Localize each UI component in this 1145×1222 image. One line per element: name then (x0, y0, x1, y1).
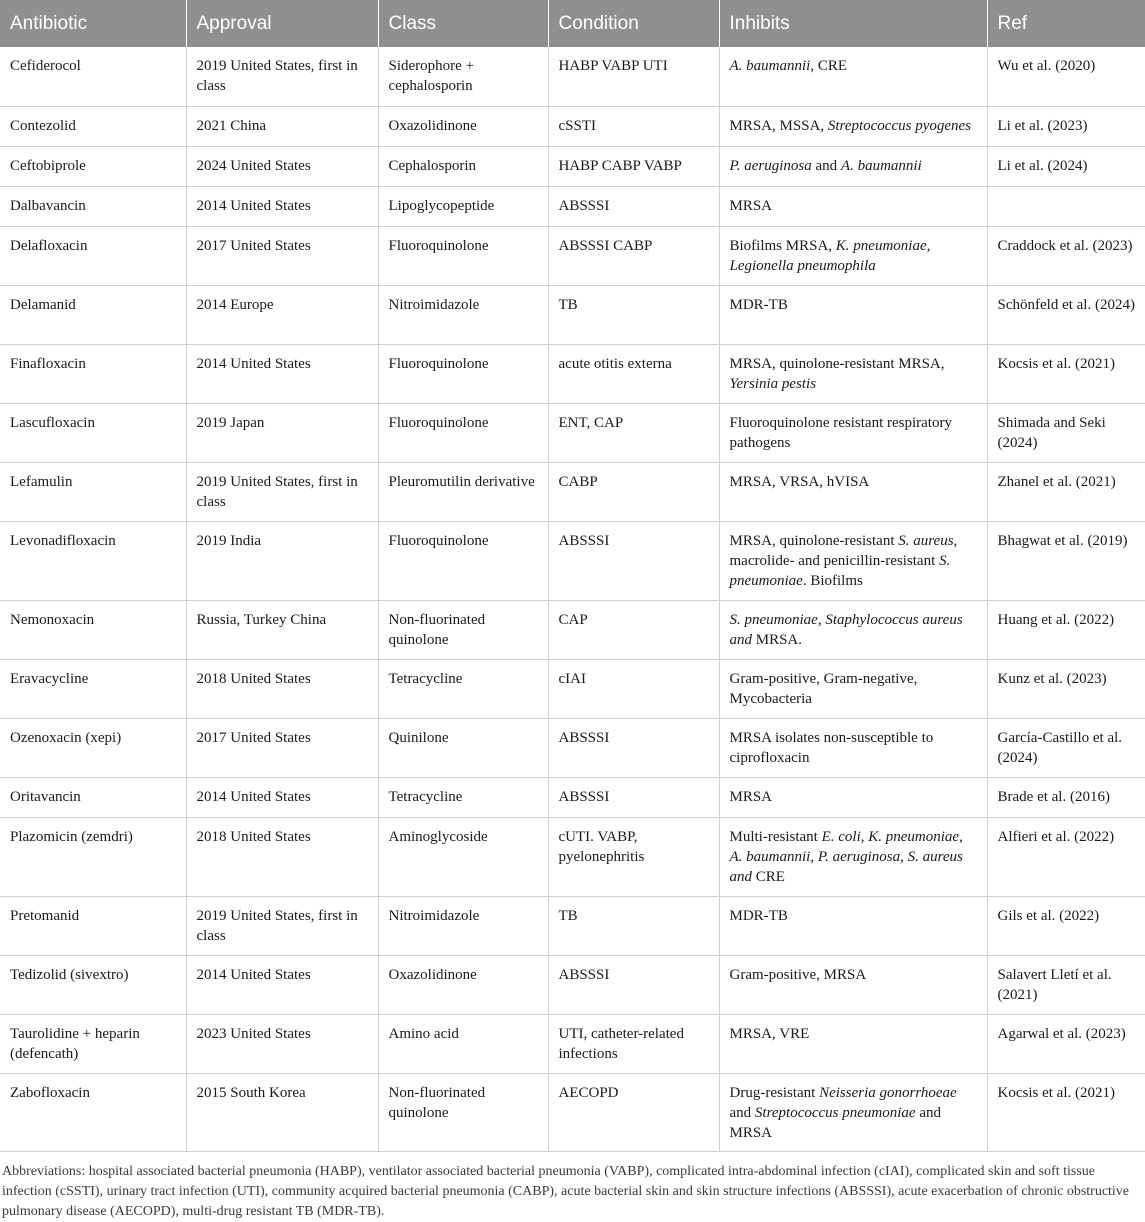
cell-ref: Li et al. (2023) (987, 106, 1145, 146)
cell-condition: TB (548, 285, 719, 344)
cell-class: Siderophore + cephalosporin (378, 47, 548, 106)
organism-name: P. aeruginosa (817, 848, 901, 865)
inhibits-text: , (860, 828, 869, 845)
cell-approval: 2019 United States, first in class (186, 462, 378, 521)
cell-class: Tetracycline (378, 777, 548, 817)
cell-antibiotic: Zabofloxacin (0, 1073, 186, 1151)
cell-approval: 2014 United States (186, 344, 378, 403)
cell-approval: 2014 United States (186, 777, 378, 817)
cell-class: Fluoroquinolone (378, 226, 548, 285)
cell-approval: 2019 India (186, 521, 378, 600)
cell-ref: Zhanel et al. (2021) (987, 462, 1145, 521)
cell-ref: Agarwal et al. (2023) (987, 1014, 1145, 1073)
inhibits-text: Drug-resistant (729, 1084, 820, 1101)
cell-condition: cSSTI (548, 106, 719, 146)
inhibits-text: and (811, 157, 841, 174)
table-row (0, 1073, 1145, 1151)
cell-class: Nitroimidazole (378, 285, 548, 344)
cell-inhibits (719, 344, 987, 403)
cell-ref: Huang et al. (2022) (987, 600, 1145, 659)
cell-inhibits (719, 106, 987, 146)
inhibits-text: MRSA, VRE (729, 1025, 810, 1042)
inhibits-text: , (817, 611, 826, 628)
cell-antibiotic: Eravacycline (0, 659, 186, 718)
cell-condition: ABSSSI CABP (548, 226, 719, 285)
cell-condition: CAP (548, 600, 719, 659)
cell-antibiotic: Finafloxacin (0, 344, 186, 403)
cell-inhibits (719, 403, 987, 462)
inhibits-text: MRSA (729, 197, 773, 214)
organism-name: A. baumannii (729, 58, 811, 74)
cell-condition: AECOPD (548, 1073, 719, 1151)
table-row (0, 146, 1145, 186)
cell-ref: Brade et al. (2016) (987, 777, 1145, 817)
cell-antibiotic: Dalbavancin (0, 186, 186, 226)
table-row (0, 817, 1145, 896)
abbreviations-footnote: Abbreviations: hospital associated bacterial pneumonia (HABP), ventilator associated bacterial pneumonia (VABP), complicated intra-abdominal infection (cIAI), complicated skin and soft tissue infection (cSSTI), urinary tract infection (UTI), community acquired bacterial pneumonia (CABP), acute bacterial skin and skin structure infections (ABSSSI), acute exacerbation of chronic obstructive pulmonary disease (AECOPD), multi-drug resistant TB (MDR-TB). (2, 1163, 1130, 1219)
cell-class: Cephalosporin (378, 146, 548, 186)
inhibits-text: MRSA. (752, 631, 803, 648)
organism-name: S. aureus (898, 532, 954, 549)
cell-antibiotic: Ceftobiprole (0, 146, 186, 186)
inhibits-text: and MRSA (729, 1104, 941, 1141)
cell-condition: ABSSSI (548, 718, 719, 777)
cell-class: Quinilone (378, 718, 548, 777)
cell-inhibits (719, 285, 987, 344)
cell-ref: García-Castillo et al. (2024) (987, 718, 1145, 777)
cell-antibiotic: Contezolid (0, 106, 186, 146)
table-row (0, 403, 1145, 462)
cell-approval: 2014 Europe (186, 285, 378, 344)
cell-antibiotic: Oritavancin (0, 777, 186, 817)
organism-name: Streptococcus pneumoniae (754, 1104, 916, 1121)
cell-approval: 2017 United States (186, 718, 378, 777)
table-row (0, 106, 1145, 146)
cell-antibiotic: Lefamulin (0, 462, 186, 521)
table-row (0, 896, 1145, 955)
cell-class: Oxazolidinone (378, 106, 548, 146)
cell-ref: Bhagwat et al. (2019) (987, 521, 1145, 600)
cell-approval: 2014 United States (186, 186, 378, 226)
cell-inhibits (719, 226, 987, 285)
organism-name: Yersinia pestis (729, 375, 817, 392)
cell-inhibits (719, 955, 987, 1014)
cell-antibiotic: Plazomicin (zemdri) (0, 817, 186, 896)
inhibits-text: Multi-resistant (729, 828, 822, 845)
inhibits-text: , macrolide- and penicillin-resistant (729, 532, 958, 569)
cell-class: Aminoglycoside (378, 817, 548, 896)
cell-approval: 2018 United States (186, 659, 378, 718)
cell-condition: HABP VABP UTI (548, 47, 719, 106)
organism-name: A. baumannii (840, 157, 922, 174)
cell-inhibits (719, 718, 987, 777)
cell-condition: ENT, CAP (548, 403, 719, 462)
inhibits-text: MRSA, MSSA, (729, 117, 828, 134)
cell-inhibits (719, 777, 987, 817)
inhibits-text: , (810, 848, 818, 865)
cell-ref: Shimada and Seki (2024) (987, 403, 1145, 462)
cell-class: Tetracycline (378, 659, 548, 718)
table-row (0, 285, 1145, 344)
inhibits-text: and (729, 1104, 755, 1121)
table-row (0, 777, 1145, 817)
organism-name: S. pneumoniae (729, 611, 818, 628)
cell-antibiotic: Levonadifloxacin (0, 521, 186, 600)
inhibits-text: MRSA, quinolone-resistant (729, 532, 899, 549)
cell-inhibits (719, 1073, 987, 1151)
table-row (0, 718, 1145, 777)
inhibits-text: CRE (752, 868, 785, 885)
inhibits-text: MRSA isolates non-susceptible to ciprofloxacin (729, 729, 934, 766)
cell-antibiotic: Pretomanid (0, 896, 186, 955)
cell-class: Fluoroquinolone (378, 403, 548, 462)
header-row (0, 0, 1145, 47)
organism-name: S. aureus and (729, 848, 963, 885)
table-row (0, 47, 1145, 106)
header-ref: Ref (987, 0, 1145, 47)
table-row (0, 344, 1145, 403)
inhibits-text: MRSA, VRSA, hVISA (729, 473, 870, 490)
cell-approval: 2021 China (186, 106, 378, 146)
cell-class: Fluoroquinolone (378, 521, 548, 600)
cell-inhibits (719, 47, 987, 106)
inhibits-text: MDR-TB (729, 296, 788, 313)
cell-condition: cUTI. VABP, pyelonephritis (548, 817, 719, 896)
cell-inhibits (719, 521, 987, 600)
inhibits-text: MRSA (729, 788, 773, 805)
inhibits-text: Gram-positive, MRSA (729, 966, 867, 983)
table-row (0, 659, 1145, 718)
cell-ref: Li et al. (2024) (987, 146, 1145, 186)
inhibits-text: Biofilms MRSA, (729, 237, 836, 254)
cell-approval: 2019 United States, first in class (186, 896, 378, 955)
cell-inhibits (719, 186, 987, 226)
cell-class: Amino acid (378, 1014, 548, 1073)
cell-condition: ABSSSI (548, 955, 719, 1014)
organism-name: Neisseria gonorrhoeae (819, 1084, 957, 1101)
cell-condition: cIAI (548, 659, 719, 718)
inhibits-text: . Biofilms (802, 572, 863, 589)
table-row (0, 462, 1145, 521)
cell-condition: ABSSSI (548, 521, 719, 600)
cell-ref: Schönfeld et al. (2024) (987, 285, 1145, 344)
cell-inhibits (719, 817, 987, 896)
table-row (0, 521, 1145, 600)
cell-inhibits (719, 1014, 987, 1073)
cell-ref (987, 186, 1145, 226)
table-row (0, 1014, 1145, 1073)
organism-name: K. pneumoniae, Legionella pneumophila (729, 237, 931, 274)
table-row (0, 226, 1145, 285)
cell-class: Pleuromutilin derivative (378, 462, 548, 521)
table-header (0, 0, 1145, 47)
cell-class: Nitroimidazole (378, 896, 548, 955)
header-antibiotic: Antibiotic (0, 0, 186, 47)
cell-condition: acute otitis externa (548, 344, 719, 403)
organism-name: E. coli (821, 828, 861, 845)
cell-ref: Gils et al. (2022) (987, 896, 1145, 955)
cell-condition: UTI, catheter-related infections (548, 1014, 719, 1073)
cell-condition: CABP (548, 462, 719, 521)
cell-approval: 2019 United States, first in class (186, 47, 378, 106)
organism-name: A. baumannii (729, 848, 811, 865)
cell-approval: 2014 United States (186, 955, 378, 1014)
cell-condition: ABSSSI (548, 186, 719, 226)
header-inhibits: Inhibits (719, 0, 987, 47)
header-approval: Approval (186, 0, 378, 47)
table-row (0, 600, 1145, 659)
cell-ref: Kocsis et al. (2021) (987, 344, 1145, 403)
header-condition: Condition (548, 0, 719, 47)
inhibits-text: MRSA, quinolone-resistant MRSA, (729, 355, 945, 372)
cell-condition: HABP CABP VABP (548, 146, 719, 186)
cell-approval: 2024 United States (186, 146, 378, 186)
cell-approval: 2018 United States (186, 817, 378, 896)
cell-inhibits (719, 659, 987, 718)
cell-approval: Russia, Turkey China (186, 600, 378, 659)
table-row (0, 955, 1145, 1014)
cell-antibiotic: Ozenoxacin (xepi) (0, 718, 186, 777)
cell-condition: ABSSSI (548, 777, 719, 817)
inhibits-text: , (959, 828, 963, 845)
cell-approval: 2015 South Korea (186, 1073, 378, 1151)
cell-class: Lipoglycopeptide (378, 186, 548, 226)
cell-antibiotic: Taurolidine + heparin (defencath) (0, 1014, 186, 1073)
organism-name: S. pneumoniae (729, 552, 951, 589)
cell-ref: Salavert Lletí et al. (2021) (987, 955, 1145, 1014)
cell-ref: Kocsis et al. (2021) (987, 1073, 1145, 1151)
cell-class: Fluoroquinolone (378, 344, 548, 403)
organism-name: Staphylococcus aureus and (729, 611, 963, 648)
cell-class: Non-fluorinated quinolone (378, 600, 548, 659)
inhibits-text: , CRE (810, 58, 848, 74)
cell-antibiotic: Tedizolid (sivextro) (0, 955, 186, 1014)
cell-antibiotic: Nemonoxacin (0, 600, 186, 659)
cell-inhibits (719, 600, 987, 659)
cell-condition: TB (548, 896, 719, 955)
cell-antibiotic: Cefiderocol (0, 47, 186, 106)
table-row (0, 186, 1145, 226)
cell-inhibits (719, 896, 987, 955)
table-body (0, 47, 1145, 1151)
cell-ref: Alfieri et al. (2022) (987, 817, 1145, 896)
organism-name: Streptococcus pyogenes (827, 117, 972, 134)
cell-approval: 2023 United States (186, 1014, 378, 1073)
cell-class: Non-fluorinated quinolone (378, 1073, 548, 1151)
cell-class: Oxazolidinone (378, 955, 548, 1014)
inhibits-text: Fluoroquinolone resistant respiratory pathogens (729, 414, 952, 451)
cell-antibiotic: Lascufloxacin (0, 403, 186, 462)
organism-name: K. pneumoniae (868, 828, 960, 845)
cell-inhibits (719, 462, 987, 521)
inhibits-text: MDR-TB (729, 907, 788, 924)
cell-ref: Craddock et al. (2023) (987, 226, 1145, 285)
cell-approval: 2019 Japan (186, 403, 378, 462)
cell-ref: Kunz et al. (2023) (987, 659, 1145, 718)
organism-name: P. aeruginosa (729, 157, 812, 174)
cell-approval: 2017 United States (186, 226, 378, 285)
cell-inhibits (719, 146, 987, 186)
inhibits-text: Gram-positive, Gram-negative, Mycobacteria (729, 670, 918, 707)
inhibits-text: , (900, 848, 908, 865)
header-class: Class (378, 0, 548, 47)
cell-antibiotic: Delafloxacin (0, 226, 186, 285)
cell-ref: Wu et al. (2020) (987, 47, 1145, 106)
cell-antibiotic: Delamanid (0, 285, 186, 344)
